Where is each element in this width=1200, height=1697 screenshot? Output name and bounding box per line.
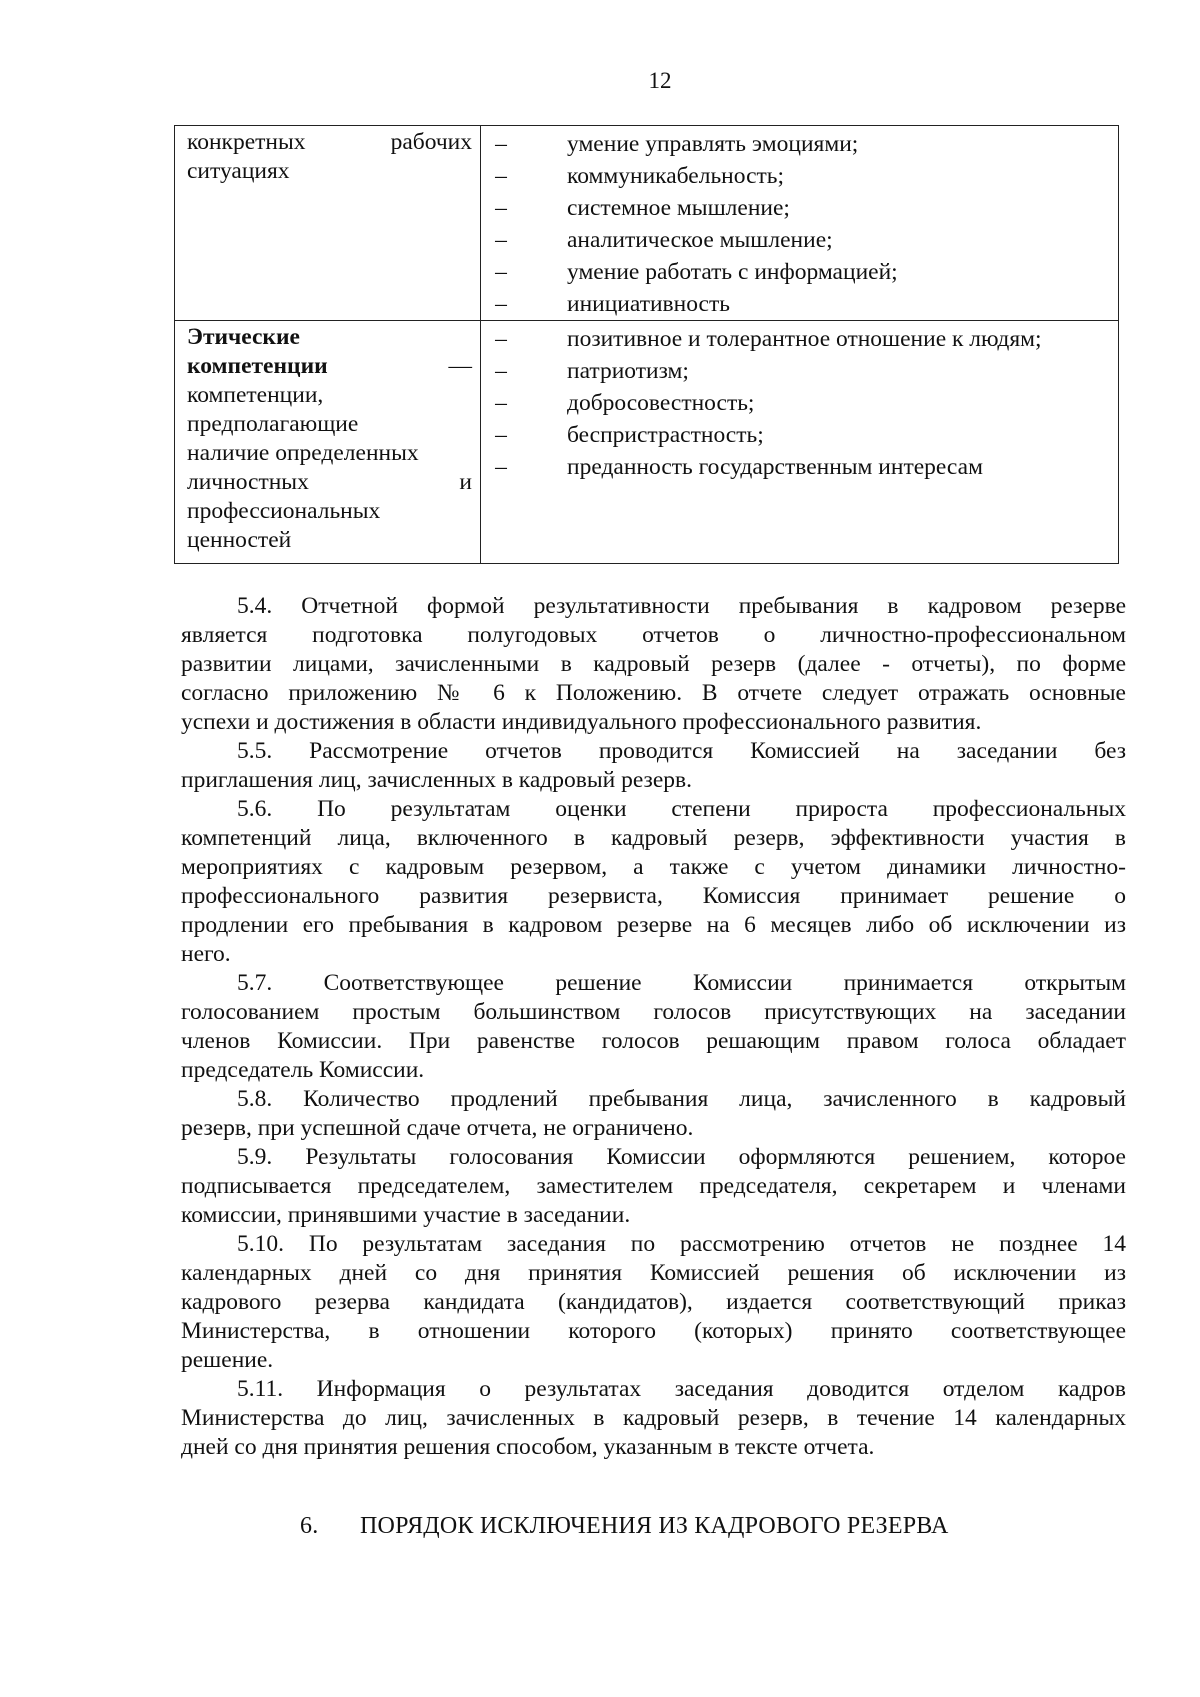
paragraph — [181, 795, 1126, 969]
list-item-text: коммуникабельность; — [567, 162, 785, 189]
list-dash: – — [495, 162, 507, 189]
cell-text: ценностей — [187, 527, 292, 553]
table-cell-right — [481, 321, 1119, 564]
table-row — [175, 126, 1119, 321]
paragraph-line: компетенций лица, включенного в кадровый резерв, эффективности участия в — [181, 825, 1126, 851]
paragraph-line: календарных дней со дня принятия Комиссией решения об исключении из — [181, 1260, 1126, 1286]
table-row — [175, 321, 1119, 564]
paragraph-line: членов Комиссии. При равенстве голосов решающим правом голоса обладает — [181, 1028, 1126, 1054]
paragraph-line: 5.6. По результатам оценки степени прироста профессиональных — [237, 796, 1126, 822]
list-item — [481, 128, 1110, 160]
cell-text: предполагающие — [187, 411, 359, 437]
paragraph-line: резерв, при успешной сдаче отчета, не ограничено. — [181, 1115, 694, 1141]
paragraph — [181, 737, 1126, 795]
list-item-text: аналитическое мышление; — [567, 226, 833, 253]
paragraph-line: приглашения лиц, зачисленных в кадровый резерв. — [181, 767, 692, 793]
list-dash: – — [495, 325, 507, 352]
paragraph-line: него. — [181, 941, 231, 967]
list-dash: – — [495, 194, 507, 221]
list-item — [481, 355, 1110, 387]
cell-heading: Этические — [187, 324, 300, 350]
paragraph-line: продлении его пребывания в кадровом резерве на 6 месяцев либо об исключении из — [181, 912, 1126, 938]
list-item — [481, 387, 1110, 419]
paragraph-line: решение. — [181, 1347, 274, 1373]
list-item-text: системное мышление; — [567, 194, 790, 221]
list-item-text: добросовестность; — [567, 389, 755, 416]
paragraph-line: является подготовка полугодовых отчетов о личностно-профессиональном — [181, 622, 1126, 648]
paragraph-line: 5.5. Рассмотрение отчетов проводится Комиссией на заседании без — [237, 738, 1126, 764]
paragraph-line: комиссии, принявшими участие в заседании. — [181, 1202, 631, 1228]
cell-text: рабочих — [390, 129, 472, 155]
list-item — [481, 419, 1110, 451]
list-item-text: беспристрастность; — [567, 421, 764, 448]
paragraph-line: подписывается председателем, заместителем председателя, секретарем и членами — [181, 1173, 1126, 1199]
list-item — [481, 160, 1110, 192]
section-title: ПОРЯДОК ИСКЛЮЧЕНИЯ ИЗ КАДРОВОГО РЕЗЕРВА — [360, 1513, 949, 1539]
paragraph — [181, 1085, 1126, 1143]
paragraph-line: голосованием простым большинством голосов присутствующих на заседании — [181, 999, 1126, 1025]
paragraph-line: 5.4. Отчетной формой результативности пребывания в кадровом резерве — [237, 593, 1126, 619]
table-cell-left — [175, 321, 481, 564]
section-number: 6. — [300, 1513, 319, 1539]
paragraph — [181, 1230, 1126, 1375]
list-item-text: преданность государственным интересам — [567, 453, 983, 480]
list-item — [481, 288, 1110, 320]
table-cell-left — [175, 126, 481, 321]
paragraph-line: 5.10. По результатам заседания по рассмотрению отчетов не позднее 14 — [237, 1231, 1126, 1257]
list-item-text: патриотизм; — [567, 357, 689, 384]
paragraph — [181, 1143, 1126, 1230]
cell-text: компетенции, — [187, 382, 324, 408]
list-item — [481, 224, 1110, 256]
body-text — [181, 592, 1126, 1462]
paragraph-line: 5.9. Результаты голосования Комиссии оформляются решением, которое — [237, 1144, 1126, 1170]
cell-text: профессиональных — [187, 498, 381, 524]
paragraph-line: мероприятиях с кадровым резервом, а также с учетом динамики личностно- — [181, 854, 1126, 880]
paragraph-line: Министерства до лиц, зачисленных в кадровый резерв, в течение 14 календарных — [181, 1405, 1126, 1431]
paragraph-line: кадрового резерва кандидата (кандидатов), издается соответствующий приказ — [181, 1289, 1126, 1315]
list-dash: – — [495, 453, 507, 480]
list-item-text: инициативность — [567, 290, 730, 317]
paragraph — [181, 592, 1126, 737]
cell-heading: компетенции — [187, 353, 328, 379]
paragraph — [181, 969, 1126, 1085]
paragraph-line: 5.7. Соответствующее решение Комиссии принимается открытым — [237, 970, 1126, 996]
list-dash: – — [495, 226, 507, 253]
list-item — [481, 256, 1110, 288]
page-number: 12 — [648, 68, 672, 93]
paragraph-line: Министерства, в отношении которого (которых) принято соответствующее — [181, 1318, 1126, 1344]
table-cell-right — [481, 126, 1119, 321]
competencies-table — [174, 125, 1119, 564]
paragraph-line: развитии лицами, зачисленными в кадровый резерв (далее - отчеты), по форме — [181, 651, 1126, 677]
list-item — [481, 192, 1110, 224]
cell-text: наличие определенных — [187, 440, 419, 466]
paragraph-line: успехи и достижения в области индивидуального профессионального развития. — [181, 709, 982, 735]
paragraph-line: председатель Комиссии. — [181, 1057, 425, 1083]
section-heading — [300, 1512, 948, 1541]
list-dash: – — [495, 357, 507, 384]
cell-text: ситуациях — [187, 158, 290, 184]
paragraph-line: 5.11. Информация о результатах заседания доводится отделом кадров — [237, 1376, 1126, 1402]
list-dash: – — [495, 421, 507, 448]
paragraph — [181, 1375, 1126, 1462]
list-item-text: умение управлять эмоциями; — [567, 130, 859, 157]
list-item-text: позитивное и толерантное отношение к людям; — [567, 325, 1042, 352]
list-item — [481, 323, 1110, 355]
paragraph-line: согласно приложению № 6 к Положению. В отчете следует отражать основные — [181, 680, 1126, 706]
cell-text: и — [459, 469, 472, 495]
cell-text: конкретных — [187, 129, 306, 155]
list-dash: – — [495, 130, 507, 157]
paragraph-line: 5.8. Количество продлений пребывания лица, зачисленного в кадровый — [237, 1086, 1126, 1112]
list-dash: – — [495, 389, 507, 416]
paragraph-line: профессионального развития резервиста, Комиссия принимает решение о — [181, 883, 1126, 909]
paragraph-line: дней со дня принятия решения способом, указанным в тексте отчета. — [181, 1434, 875, 1460]
cell-text: личностных — [187, 469, 309, 495]
list-dash: – — [495, 290, 507, 317]
list-dash: – — [495, 258, 507, 285]
cell-dash: — — [448, 353, 472, 379]
list-item — [481, 451, 1110, 483]
list-item-text: умение работать с информацией; — [567, 258, 898, 285]
